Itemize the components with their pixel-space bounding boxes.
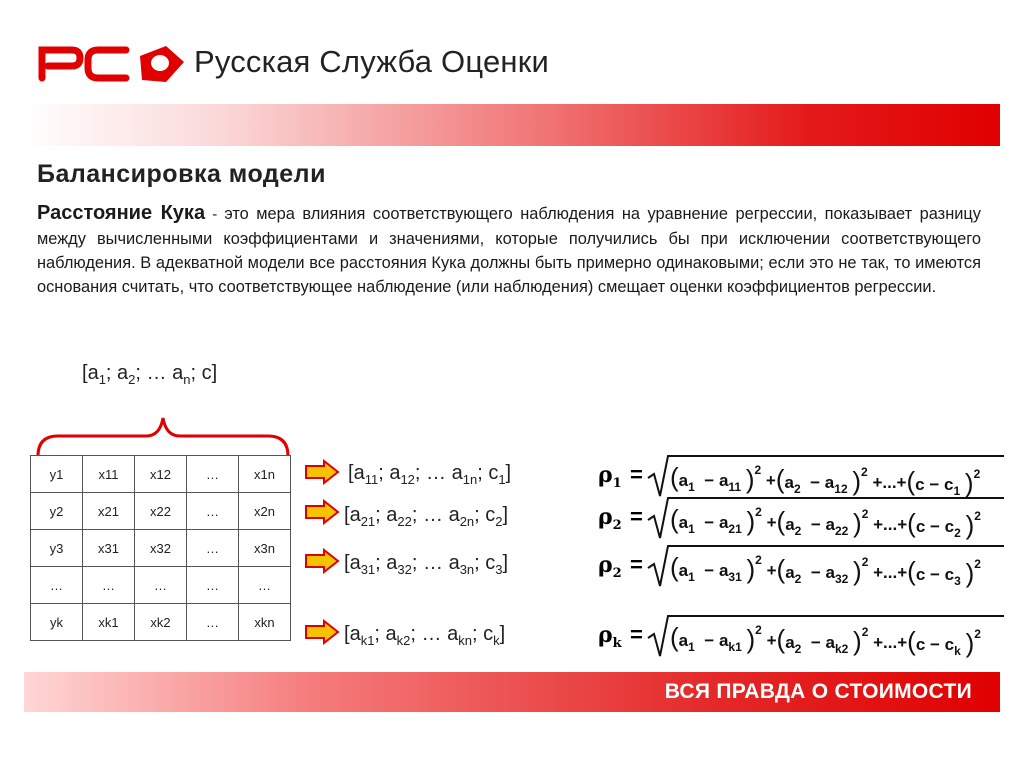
arrow-right-icon [304, 619, 340, 645]
table-cell: x21 [83, 493, 135, 530]
table-cell: y3 [31, 530, 83, 567]
table-cell: xk1 [83, 604, 135, 641]
table-cell: … [31, 567, 83, 604]
svg-text:=: = [630, 462, 643, 487]
cook-distance-formula [596, 452, 1006, 500]
svg-text:(a1 − ak1 )2 +(a2 − ak2 )2 +: ($a_1 - a_{k1}$ )$^2 +(a_2 - a_{k2}$ )$^2 +...+(c - c_k$ )$^2$ [670, 622, 981, 658]
table-row [31, 456, 291, 493]
table-cell: x22 [135, 493, 187, 530]
svg-text:(a1 − a21 )2 +(a2 − a22 )2 +: ($a_1 - a_{21}$ )$^2 +(a_2 - a_{22}$ )$^2 +...+(c - c_2$ )$^2$ [670, 504, 981, 540]
cook-distance-formula [596, 612, 1006, 660]
svg-text:(a1 − a11 )2 +(a2 − a12 )2 +: ($a_1 - a_{11}$ )$^2 +(a_2 - a_{12}$ )$^2 +...+(c - c_1$ )$^2$ [670, 462, 981, 498]
table-row [31, 567, 291, 604]
svg-text:ρk: $\rho_k$ [598, 622, 622, 651]
table-cell: … [187, 456, 239, 493]
table-cell: … [187, 530, 239, 567]
arrow-right-icon [304, 499, 340, 525]
company-name: Русская Служба Оценки [194, 44, 549, 79]
table-cell: yk [31, 604, 83, 641]
table-row [31, 530, 291, 567]
table-cell: y2 [31, 493, 83, 530]
data-table [30, 455, 291, 641]
curly-brace [34, 412, 292, 460]
rso-logo [38, 36, 188, 90]
cook-distance-formula [596, 542, 1006, 590]
table-row [31, 604, 291, 641]
table-cell: x32 [135, 530, 187, 567]
row-vector-1: [$a_{11}$; $a_{12}$; … $a_{1n}$; $c_1$] [348, 462, 512, 487]
footer-slogan: ВСЯ ПРАВДА О СТОИМОСТИ [664, 680, 972, 703]
table-cell: x12 [135, 456, 187, 493]
header-gradient-bar [20, 104, 1000, 146]
svg-text:(a1 − a31 )2 +(a2 − a32 )2 +: ($a_1 - a_{31}$ )$^2 +(a_2 - a_{32}$ )$^2 +...+(c - c_3$ )$^2$ [670, 552, 981, 588]
table-cell: xk2 [135, 604, 187, 641]
table-cell: x2n [239, 493, 291, 530]
table-cell: … [135, 567, 187, 604]
table-cell: x1n [239, 456, 291, 493]
definition-text: это мера влияния соответствующего наблюдения на уравнение регрессии, показывает разницу между вычисленными коэффициентами и значениями, которые получились бы при исключении соответствующего наблюдения. В адекватной модели все расстояния Кука должны быть примерно одинаковыми; если это не так, то имеются основания считать, что соответствующее наблюдение (или наблюдения) смещает оценки коэффициентов регрессии. [37, 205, 981, 296]
term-cook-distance: Расстояние Кука [37, 202, 206, 224]
svg-text:ρ2: $\rho_2$ [598, 552, 622, 581]
term-dash: - [205, 206, 225, 223]
svg-text:ρ1: $\rho_1$ [598, 462, 622, 491]
table-cell: x3n [239, 530, 291, 567]
cook-distance-formula [596, 494, 1006, 542]
svg-text:=: = [630, 504, 643, 529]
table-cell: x31 [83, 530, 135, 567]
arrow-right-icon [304, 459, 340, 485]
footer-bar [24, 672, 1000, 712]
row-vector-2: [$a_{21}$; $a_{22}$; … $a_{2n}$; $c_2$] [344, 504, 509, 529]
svg-text:=: = [630, 622, 643, 647]
table-cell: … [187, 567, 239, 604]
table-row [31, 493, 291, 530]
table-cell: … [187, 493, 239, 530]
main-coefficient-vector: [$a_1$; $a_2$; … $a_n$; c] [82, 362, 218, 387]
table-cell: xkn [239, 604, 291, 641]
table-cell: … [187, 604, 239, 641]
row-vector-k: [$a_{k1}$; $a_{k2}$; … $a_{kn}$; $c_k$] [344, 623, 506, 648]
slide-title: Балансировка модели [37, 160, 326, 188]
svg-text:=: = [630, 552, 643, 577]
table-cell: y1 [31, 456, 83, 493]
cook-distance-paragraph [37, 201, 981, 299]
table-cell: … [83, 567, 135, 604]
row-vector-3: [$a_{31}$; $a_{32}$; … $a_{3n}$; $c_3$] [344, 552, 509, 577]
arrow-right-icon [304, 548, 340, 574]
table-cell: … [239, 567, 291, 604]
svg-text:ρ2: $\rho_2$ [598, 504, 622, 533]
table-cell: x11 [83, 456, 135, 493]
